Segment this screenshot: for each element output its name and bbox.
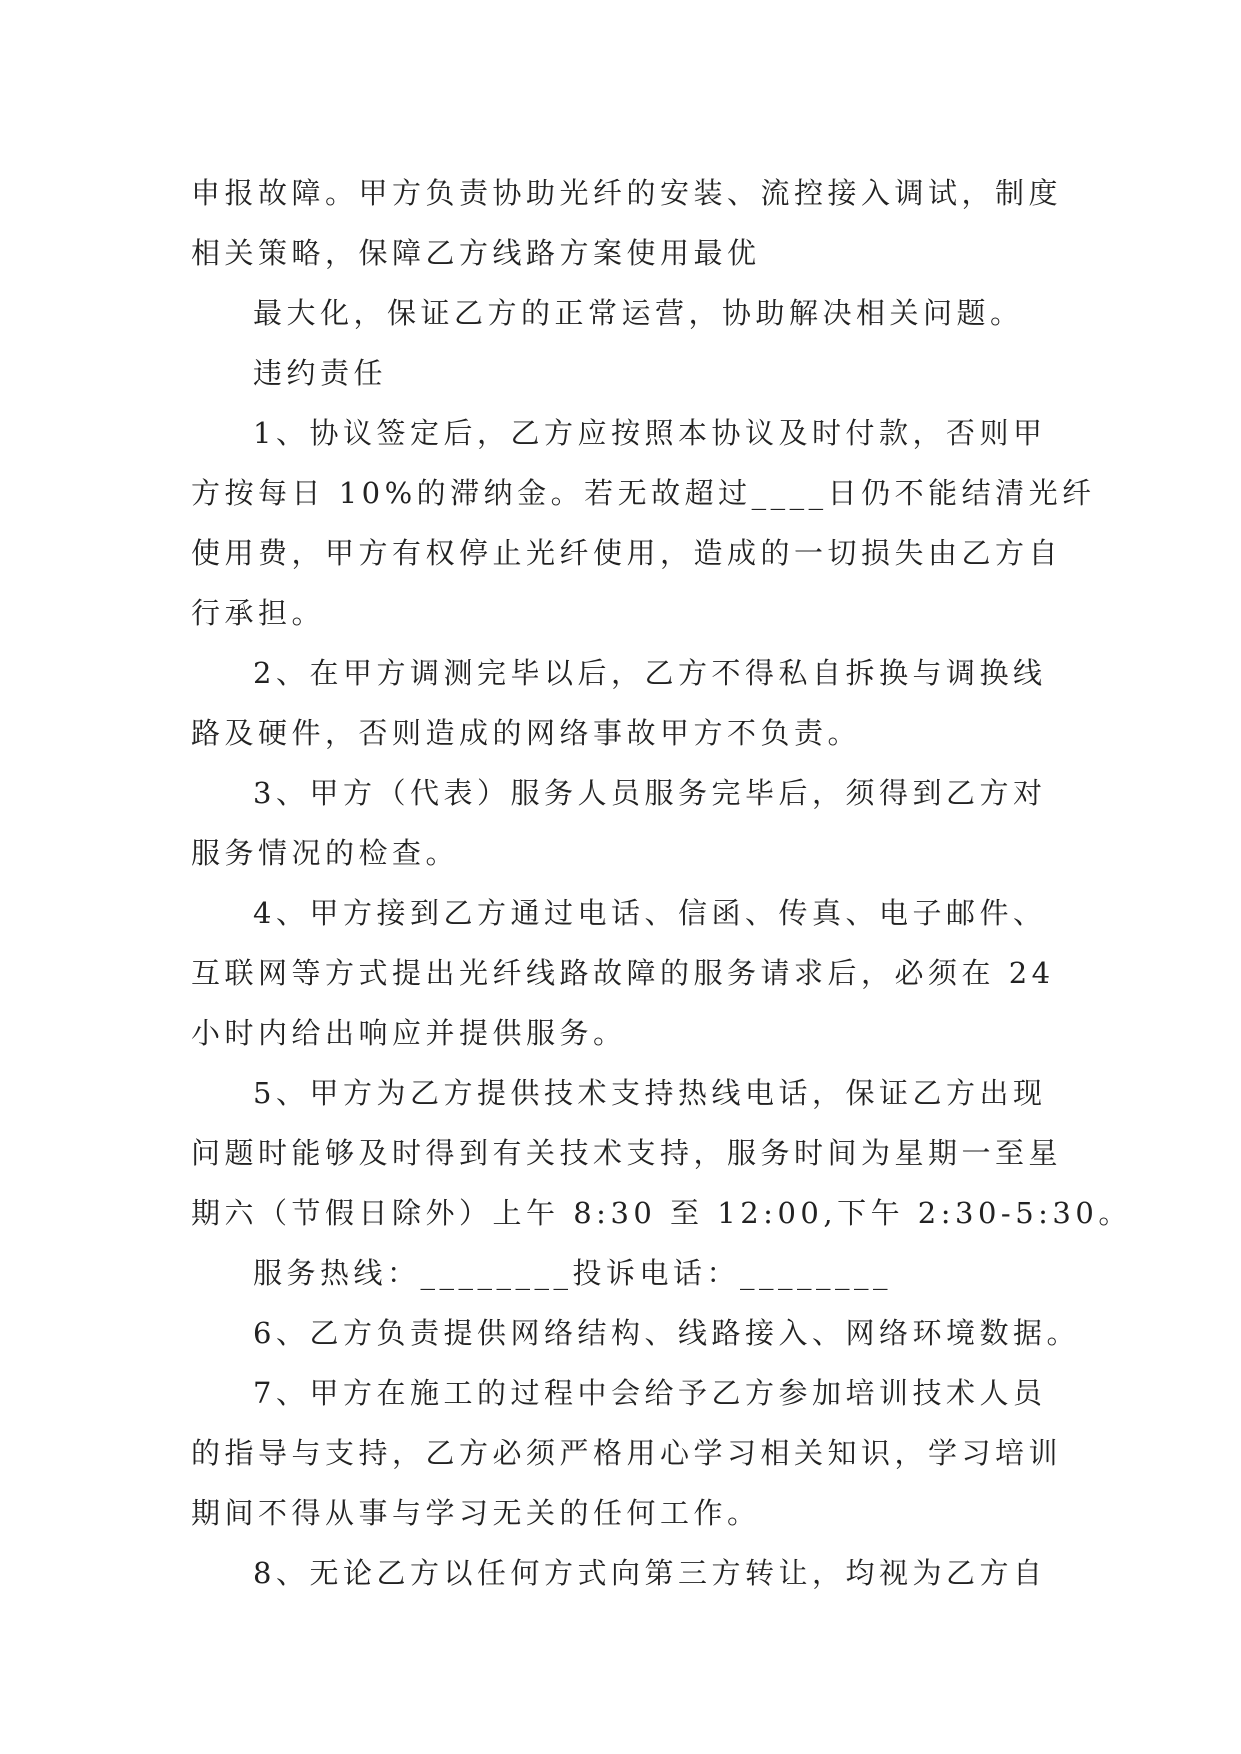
text-line: 服务情况的检查。 bbox=[191, 836, 460, 870]
clause-5: 5、甲方为乙方提供技术支持热线电话，保证乙方出现 bbox=[253, 1076, 1047, 1110]
clause-4: 4、甲方接到乙方通过电话、信函、传真、电子邮件、 bbox=[253, 896, 1047, 930]
text-line: 最大化，保证乙方的正常运营，协助解决相关问题。 bbox=[253, 296, 1024, 330]
text-line: 问题时能够及时得到有关技术支持，服务时间为星期一至星 bbox=[191, 1136, 1063, 1170]
hotline-line: 服务热线：________投诉电话：________ bbox=[253, 1256, 893, 1290]
text-line: 申报故障。甲方负责协助光纤的安装、流控接入调试，制度 bbox=[191, 176, 1063, 210]
text-line: 期六（节假日除外）上午 8:30 至 12:00,下午 2:30-5:30。 bbox=[191, 1196, 1132, 1230]
clause-7: 7、甲方在施工的过程中会给予乙方参加培训技术人员 bbox=[253, 1376, 1047, 1410]
text-line: 路及硬件，否则造成的网络事故甲方不负责。 bbox=[191, 716, 862, 750]
clause-1: 1、协议签定后，乙方应按照本协议及时付款，否则甲 bbox=[253, 416, 1047, 450]
text-line: 相关策略，保障乙方线路方案使用最优 bbox=[191, 236, 761, 270]
clause-6: 6、乙方负责提供网络结构、线路接入、网络环境数据。 bbox=[253, 1316, 1080, 1350]
clause-2: 2、在甲方调测完毕以后，乙方不得私自拆换与调换线 bbox=[253, 656, 1047, 690]
text-line: 的指导与支持，乙方必须严格用心学习相关知识，学习培训 bbox=[191, 1436, 1063, 1470]
text-line: 方按每日 10%的滞纳金。若无故超过____日仍不能结清光纤 bbox=[191, 476, 1096, 510]
clause-8: 8、无论乙方以任何方式向第三方转让，均视为乙方自 bbox=[253, 1556, 1047, 1590]
text-line: 行承担。 bbox=[191, 596, 326, 630]
clause-3: 3、甲方（代表）服务人员服务完毕后，须得到乙方对 bbox=[253, 776, 1047, 810]
text-line: 期间不得从事与学习无关的任何工作。 bbox=[191, 1496, 761, 1530]
text-line: 互联网等方式提出光纤线路故障的服务请求后，必须在 24 bbox=[191, 956, 1055, 990]
document-page bbox=[191, 163, 1132, 1603]
text-line: 小时内给出响应并提供服务。 bbox=[191, 1016, 627, 1050]
section-heading: 违约责任 bbox=[253, 356, 388, 390]
text-line: 使用费，甲方有权停止光纤使用，造成的一切损失由乙方自 bbox=[191, 536, 1063, 570]
